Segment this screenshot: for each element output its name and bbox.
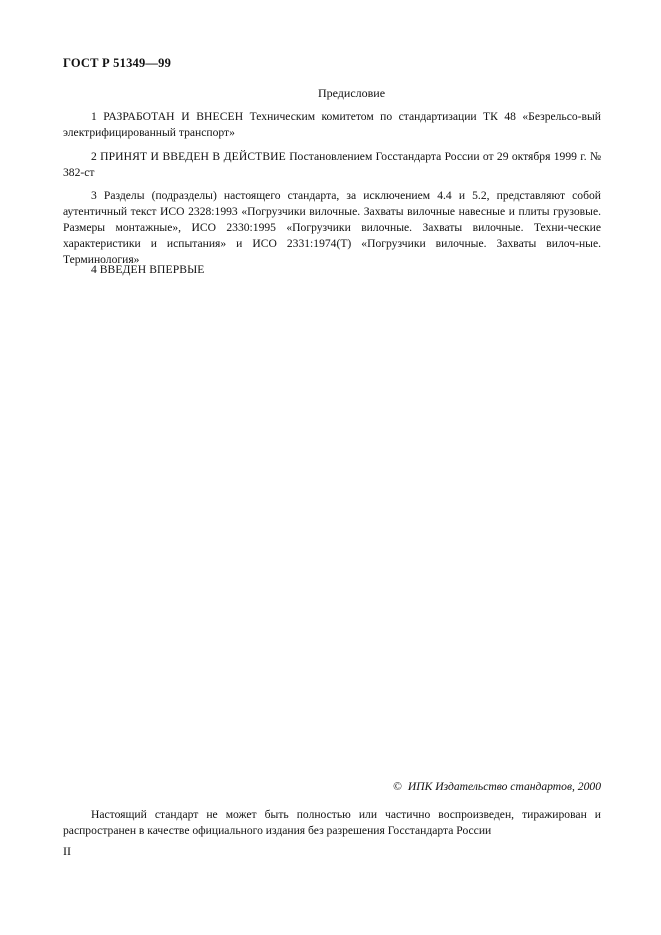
item-1 [63, 109, 601, 141]
page-number: II [63, 844, 71, 858]
item-1-number: 1 [91, 110, 97, 123]
item-3 [63, 188, 601, 268]
item-2-caps: ПРИНЯТ И ВВЕДЕН В ДЕЙСТВИЕ [100, 150, 286, 163]
notice-text: Настоящий стандарт не может быть полностью или частично воспроизведен, тиражирован и распространен в качестве официального издания без разрешения Госстандарта России [63, 808, 601, 837]
item-3-number: 3 [91, 189, 97, 202]
item-2 [63, 149, 601, 181]
reproduction-notice [63, 807, 601, 839]
item-3-text: Разделы (подразделы) настоящего стандарта, за исключением 4.4 и 5.2, представляют собой аутентичный текст ИСО 2328:1993 «Погрузчики вилочные. Захваты вилочные навесные и плиты грузовые. Размеры монтажные», ИСО 2330:1995 «Погрузчики вилочные. Захваты вилочные. Техни-ческие характеристики и испытания» и ИСО 2331:1974(Т) «Погрузчики вилочные. Захваты вилоч-ные. Терминология» [63, 189, 601, 266]
page-title [0, 86, 661, 101]
item-2-number: 2 [91, 150, 97, 163]
item-2-text: Постановлением Госстандарта России от 29 октября 1999 г. № 382-ст [63, 150, 602, 179]
item-4-caps: ВВЕДЕН ВПЕРВЫЕ [99, 263, 205, 276]
item-4-number: 4 [91, 263, 97, 276]
item-1-caps: РАЗРАБОТАН И ВНЕСЕН [103, 110, 244, 123]
item-1-text: Техническим комитетом по стандартизации ТК 48 «Безрельсо-вый электрифицированный транспорт» [63, 110, 601, 139]
item-4 [63, 262, 601, 278]
document-header: ГОСТ Р 51349—99 [63, 56, 172, 70]
copyright-symbol: © [393, 780, 402, 793]
copyright-line [393, 780, 601, 793]
copyright-text: ИПК Издательство стандартов, 2000 [407, 780, 601, 793]
title-text: Предисловие [317, 86, 386, 100]
